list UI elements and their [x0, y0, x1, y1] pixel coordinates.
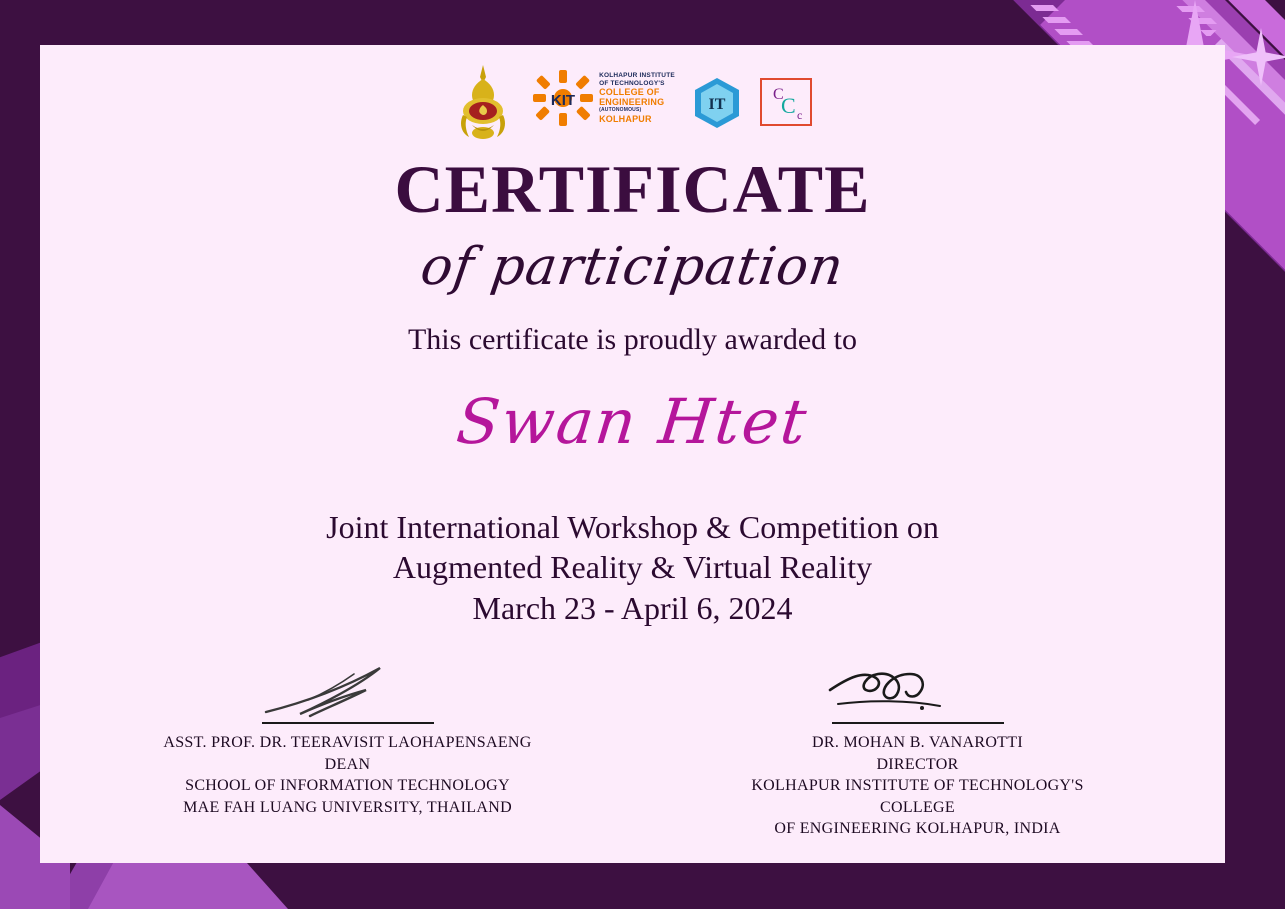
teeravisit-signature: [148, 660, 548, 722]
page-title: CERTIFICATE: [394, 151, 871, 227]
svg-text:C: C: [780, 93, 796, 118]
logo-row: [40, 63, 1225, 152]
signature-line-left: [262, 722, 434, 724]
signer-org2-right: OF ENGINEERING KOLHAPUR, INDIA: [774, 820, 1061, 838]
signature-block-left: [148, 660, 548, 840]
recipient-name: Swan Htet: [453, 385, 812, 458]
signer-role-right: DIRECTOR: [876, 755, 959, 773]
signature-block-right: [718, 660, 1118, 840]
signer-role-left: DEAN: [324, 755, 371, 773]
it-hexagon-logo: [693, 77, 741, 134]
signer-org1-right: KOLHAPUR INSTITUTE OF TECHNOLOGY'S COLLEGE: [751, 777, 1084, 816]
c-square-logo: [759, 77, 813, 132]
event-line-2: Augmented Reality & Virtual Reality: [392, 549, 873, 586]
signer-name-right: DR. MOHAN B. VANAROTTI: [812, 734, 1023, 751]
svg-text:IT: IT: [708, 96, 726, 113]
event-details: [40, 507, 1225, 628]
signature-name-right: [718, 732, 1118, 840]
kit-college-of-engineering-logo: [532, 69, 675, 127]
thai-royal-emblem-logo: [452, 63, 514, 152]
kit-logo-text: KOLHAPUR INSTITUTE OF TECHNOLOGY'S COLLEGE OF ENGINEERING (AUTONOMOUS) KOLHAPUR: [599, 72, 675, 124]
signature-line-right: [832, 722, 1004, 724]
svg-text:C: C: [772, 86, 784, 103]
svg-text:c: c: [796, 108, 803, 122]
signer-name-left: ASST. PROF. DR. TEERAVISIT LAOHAPENSAENG: [163, 734, 532, 751]
signature-name-left: [148, 732, 548, 818]
event-line-1: Joint International Workshop & Competition on: [326, 509, 939, 545]
svg-text:KIT: KIT: [550, 92, 576, 109]
signer-org2-left: MAE FAH LUANG UNIVERSITY, THAILAND: [183, 798, 512, 816]
certificate-card: [40, 45, 1225, 863]
awarded-line: This certificate is proudly awarded to: [407, 323, 857, 356]
signature-row: [40, 660, 1225, 840]
signer-org1-left: SCHOOL OF INFORMATION TECHNOLOGY: [185, 777, 510, 795]
vanarotti-signature: [718, 660, 1118, 722]
certificate-subtitle: of participation: [417, 237, 848, 297]
event-dates: March 23 - April 6, 2024: [472, 589, 793, 626]
